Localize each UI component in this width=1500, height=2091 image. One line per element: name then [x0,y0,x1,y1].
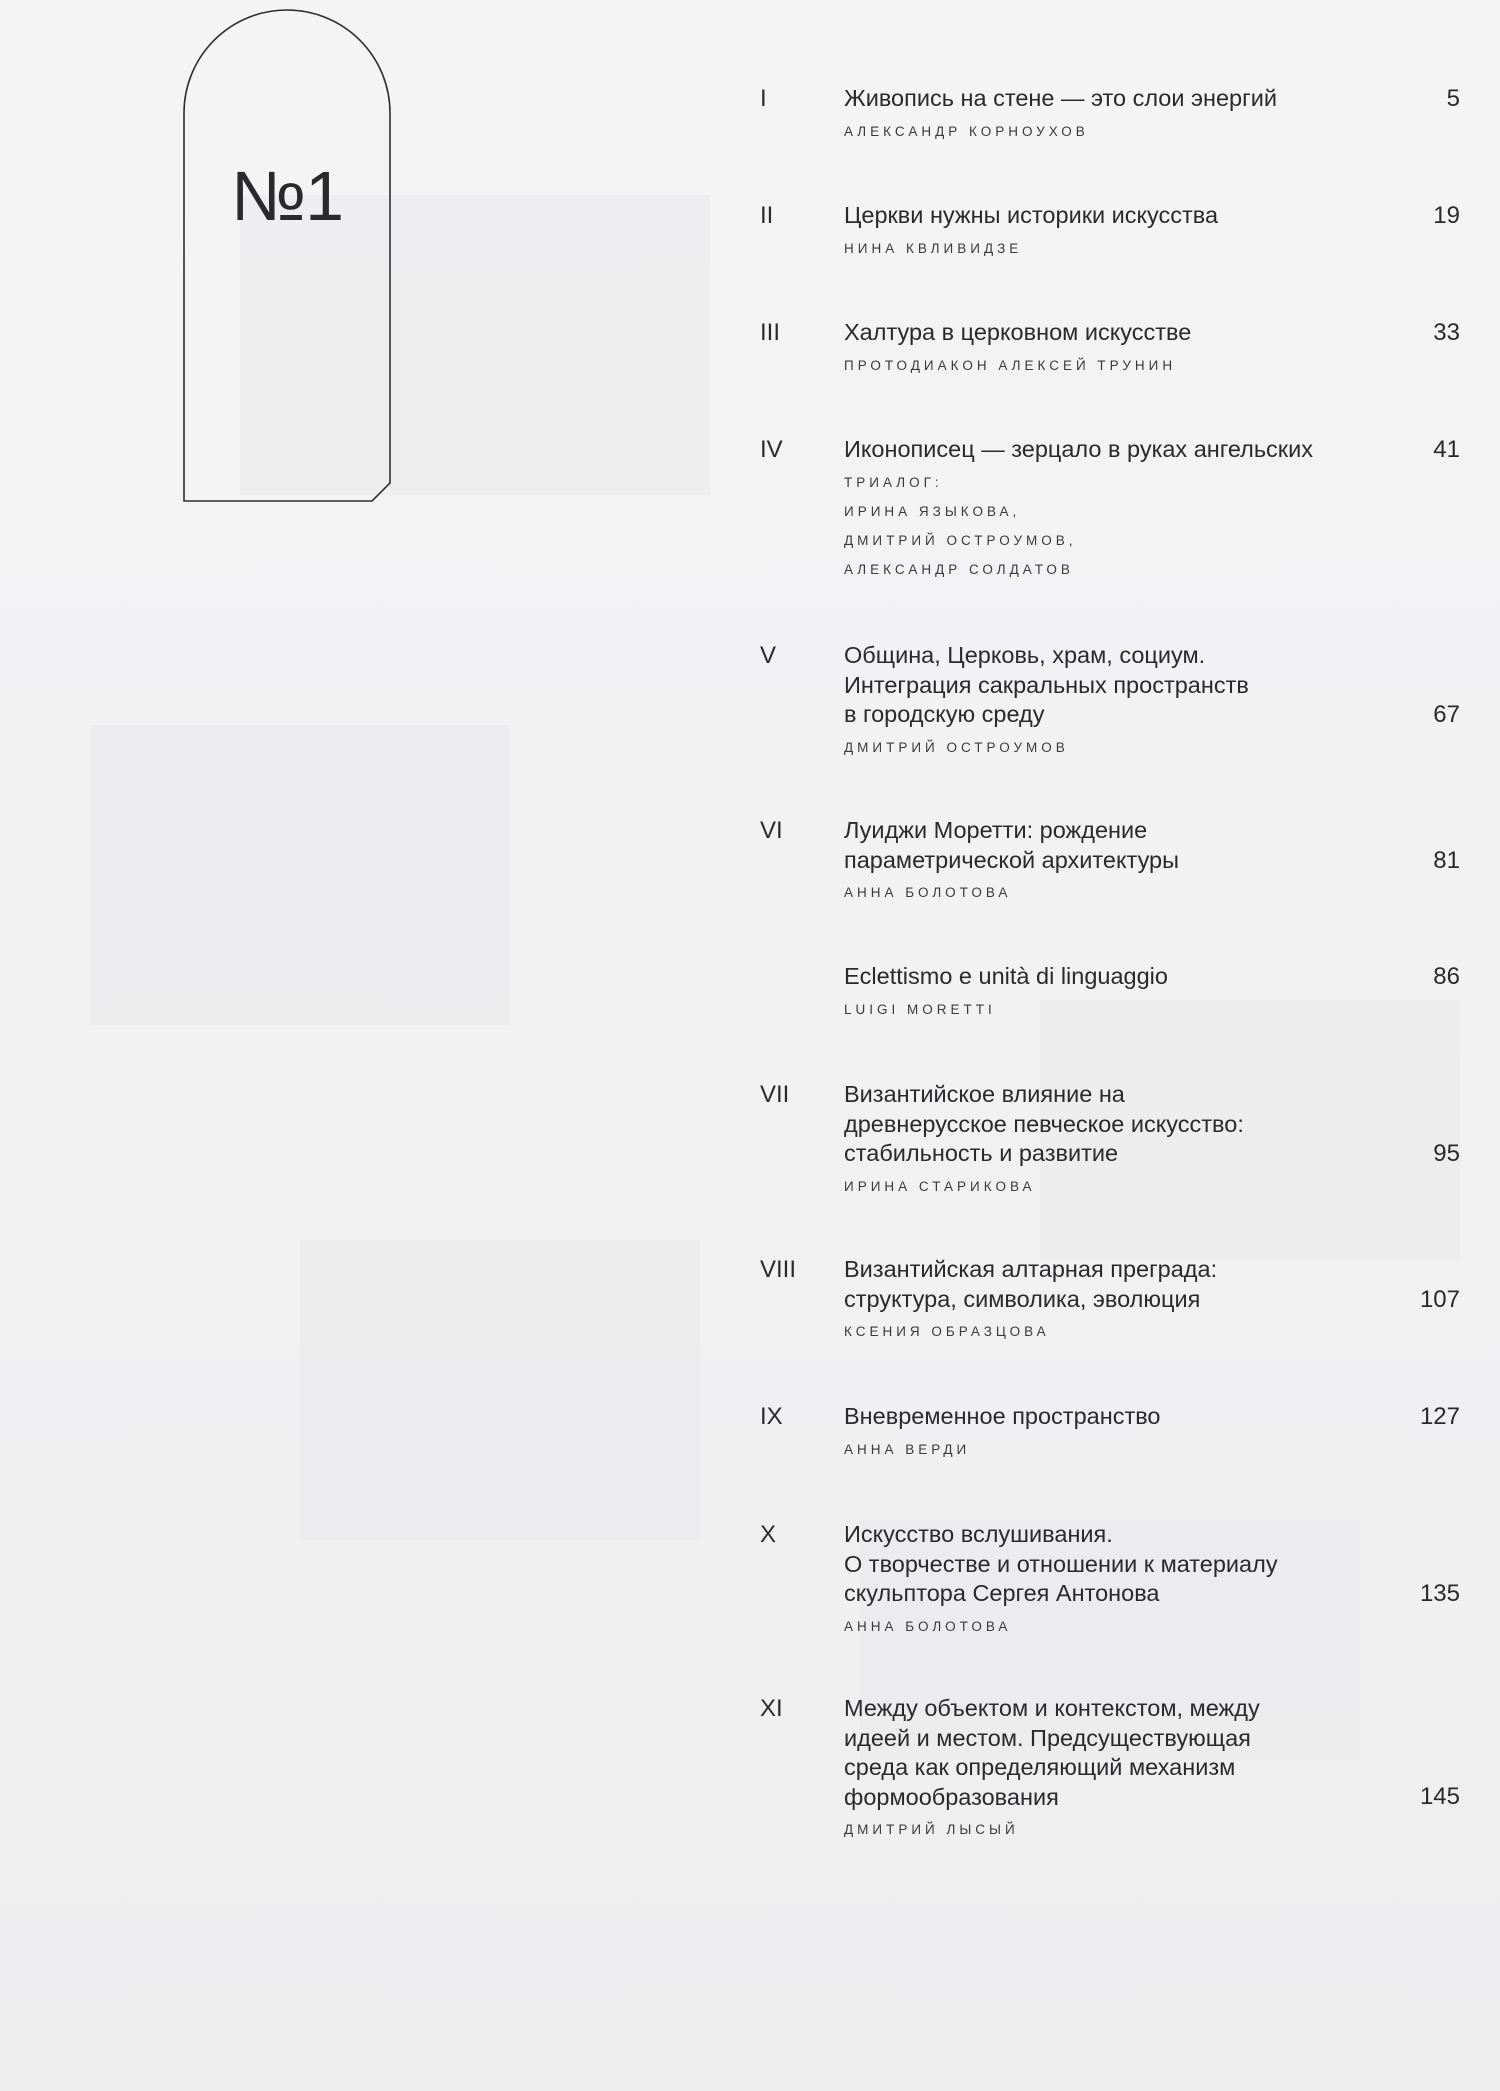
entry-title: Церкви нужны историки искусства [844,202,1219,228]
entry-page-number: 127 [1419,1403,1460,1430]
entry-page-number: 145 [1419,1783,1460,1810]
entry-text [844,318,1364,380]
entry-text [844,1520,1364,1641]
entry-title: Вневременное пространство [844,1403,1161,1429]
toc-entry[interactable] [760,1080,1460,1210]
toc-entry[interactable] [760,1402,1460,1482]
entry-numeral: VIII [760,1256,797,1283]
entry-page-number: 95 [1433,1140,1460,1167]
entry-page-number: 41 [1433,436,1460,463]
entry-title: скульптора Сергея Антонова [844,1580,1160,1606]
toc-entry[interactable] [760,1255,1460,1355]
entry-author: ИРИНА СТАРИКОВА [844,1178,1036,1194]
entry-author: ДМИТРИЙ ОСТРОУМОВ, [844,532,1077,548]
toc-entry[interactable] [760,1694,1460,1854]
entry-text [844,1255,1364,1346]
entry-author: LUIGI MORETTI [844,1001,996,1017]
toc-entry[interactable] [760,84,1460,164]
entry-title: стабильность и развитие [844,1140,1119,1166]
entry-title: Община, Церковь, храм, социум. [844,642,1206,668]
entry-page-number: 135 [1419,1580,1460,1607]
entry-page-number: 19 [1433,202,1460,229]
entry-author: ДМИТРИЙ ОСТРОУМОВ [844,739,1069,755]
issue-number: №1 [230,157,344,235]
toc-entry[interactable] [760,201,1460,281]
entry-title: Между объектом и контекстом, между [844,1695,1260,1721]
entry-author: АННА ВЕРДИ [844,1441,971,1457]
entry-title: древнерусское певческое искусство: [844,1110,1244,1137]
toc-entry[interactable] [760,435,1460,595]
entry-text [844,84,1364,146]
entry-author: ИРИНА ЯЗЫКОВА, [844,503,1021,519]
entry-text [844,816,1364,907]
entry-page-number: 5 [1446,85,1460,112]
entry-numeral: X [760,1521,777,1548]
entry-title: Халтура в церковном искусстве [844,319,1192,345]
entry-text [844,641,1364,762]
entry-author: ДМИТРИЙ ЛЫСЫЙ [844,1822,1019,1837]
toc-entry[interactable] [760,1520,1460,1650]
entry-title: среда как определяющий механизм [844,1754,1236,1780]
entry-author: АЛЕКСАНДР СОЛДАТОВ [844,561,1074,577]
entry-page-number: 86 [1433,963,1460,990]
entry-page-number: 67 [1433,701,1460,728]
toc-entry[interactable] [760,318,1460,398]
entry-page-number: 81 [1433,847,1460,874]
entry-title: Интеграция сакральных пространств [844,671,1249,698]
entry-title: в городскую среду [844,701,1045,727]
entry-text [844,201,1364,263]
entry-numeral: XI [760,1695,783,1722]
entry-title: Иконописец — зерцало в руках ангельских [844,436,1313,462]
toc-entry[interactable] [760,816,1460,916]
entry-author: ПРОТОДИАКОН АЛЕКСЕЙ ТРУНИН [844,357,1177,373]
toc-entry[interactable] [760,641,1460,771]
entry-title: идеей и местом. Предсуществующая [844,1724,1251,1751]
entry-text [844,962,1364,1024]
entry-text [844,1080,1364,1201]
entry-title: формообразования [844,1783,1059,1810]
entry-title: О творчестве и отношении к материалу [844,1550,1278,1577]
entry-author: АННА БОЛОТОВА [844,1618,1012,1634]
entry-author: АННА БОЛОТОВА [844,885,1012,900]
entry-title: структура, символика, эволюция [844,1285,1201,1312]
entry-title: Eclettismo e unità di linguaggio [844,963,1168,989]
entry-text [844,1694,1364,1844]
entry-numeral: VI [760,817,783,844]
entry-page-number: 33 [1433,319,1460,346]
entry-numeral: II [760,202,774,229]
entry-numeral: VII [760,1081,790,1108]
entry-text [844,435,1364,584]
entry-author: АЛЕКСАНДР КОРНОУХОВ [844,123,1089,139]
entry-numeral: IX [760,1403,783,1430]
entry-author-label: ТРИАЛОГ: [844,474,943,490]
entry-numeral: III [760,319,781,346]
entry-page-number: 107 [1419,1286,1460,1313]
entry-author: НИНА КВЛИВИДЗЕ [844,240,1023,256]
entry-title: Живопись на стене — это слои энергий [844,85,1277,111]
entry-numeral: V [760,642,777,669]
entry-numeral: IV [760,436,783,463]
toc-entry[interactable] [760,962,1460,1042]
entry-title: Византийская алтарная преграда: [844,1256,1218,1282]
entry-title: параметрической архитектуры [844,846,1180,873]
entry-text [844,1402,1364,1464]
entry-numeral: I [760,85,767,112]
entry-title: Искусство вслушивания. [844,1521,1113,1547]
entry-title: Луиджи Моретти: рождение [844,817,1148,843]
entry-author: КСЕНИЯ ОБРАЗЦОВА [844,1324,1050,1339]
entry-title: Византийское влияние на [844,1081,1125,1107]
